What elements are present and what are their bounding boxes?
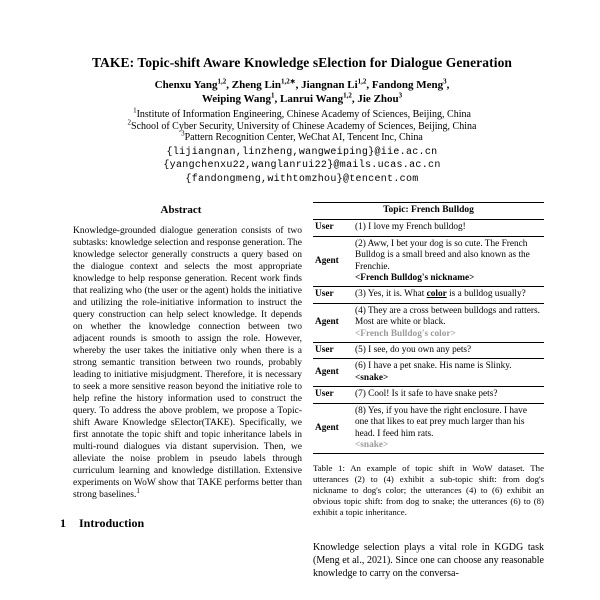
dialogue-table <box>313 202 544 454</box>
author-name: Fandong Meng <box>371 79 444 91</box>
author-superscript: 1,2 <box>217 77 227 86</box>
speaker-cell: Agent <box>313 359 353 387</box>
utterance-text: (6) I have a pet snake. His name is Slinky. <box>355 361 512 372</box>
section-heading-introduction <box>60 516 302 531</box>
intro-paragraph: Knowledge selection plays a vital role in KGDG task (Meng et al., 2021). Since one can choose any reasonable knowledge to carry on the conversa- <box>313 541 544 580</box>
table-row <box>313 287 544 303</box>
affiliation-text: School of Cyber Security, University of Chinese Academy of Sciences, Beijing, China <box>131 120 477 132</box>
speaker-cell: User <box>313 220 353 236</box>
utterance-text: (4) They are a cross between bulldogs and ratters. Most are white or black. <box>355 305 540 328</box>
author-name: Jie Zhou <box>357 92 399 105</box>
author-name: Jiangnan Li <box>301 79 358 91</box>
speaker-cell: User <box>313 287 353 303</box>
paper-title: TAKE: Topic-shift Aware Knowledge sElection for Dialogue Generation <box>91 55 513 70</box>
affiliation-superscript: 2 <box>127 118 132 127</box>
author-separator: , <box>446 79 450 91</box>
utterance-text: (1) I love my French bulldog! <box>355 222 466 233</box>
utterance-text: (2) Aww, I bet your dog is so cute. The French Bulldog is a small breed and also known as the Frenchie. <box>355 238 530 272</box>
knowledge-label: <French Bulldog's nickname> <box>355 273 475 284</box>
author-name: Lanrui Wang <box>280 92 344 105</box>
affiliation-block <box>60 106 544 144</box>
abstract-body: Knowledge-grounded dialogue generation consists of two subtasks: knowledge selection and response generation. The knowledge selector generally constructs a query based on the dialogue context and selects the most appropriate knowledge to help response generation. Recent work finds that realizing who (the user or the agent) holds the initiative and utilizing the role-initiative information to instruct the query construction can help select knowledge. It depends on whether the knowledge connection between two adjacent rounds is smooth to assign the role. However, whereby the user takes the initiative only when there is a strong semantic transition between two rounds, probably leading to initiative misjudgment. Therefore, it is necessary to seek a more sensitive reason beyond the initiative role to help refine the history information used to construct the query. To address the above problem, we propose a Topic-shift Aware Knowledge sElector(TAKE). Specifically, we first annotate the topic shift and topic inheritance labels in multi-round dialogues via distant supervision. Then, we alleviate the noise problem in pseudo labels through curriculum learning and knowledge distillation. Extensive experiments on WoW show that TAKE performs better than strong baselines. <box>73 226 302 500</box>
affiliation-superscript: 1 <box>133 106 137 115</box>
email-block <box>60 146 544 187</box>
abstract-heading: Abstract <box>160 204 202 216</box>
right-column <box>313 202 544 580</box>
utterance-cell <box>353 236 544 287</box>
author-superscript: 1,2 <box>357 77 367 86</box>
utterance-cell <box>353 387 544 403</box>
affiliation-line <box>60 129 544 144</box>
author-superscript: 3 <box>443 77 447 86</box>
table-row <box>313 359 544 387</box>
utterance-cell <box>353 220 544 236</box>
author-separator: , <box>351 92 358 105</box>
knowledge-label: <snake> <box>355 439 389 450</box>
highlighted-word: color <box>426 289 447 300</box>
table-row <box>313 220 544 236</box>
affiliation-text: Institute of Information Engineering, Chinese Academy of Sciences, Beijing, China <box>136 109 471 120</box>
speaker-cell: User <box>313 343 353 359</box>
email-line: {fandongmeng,withtomzhou}@tencent.com <box>185 173 419 185</box>
utterance-text: (8) Yes, if you have the right enclosure. I have one that likes to eat prey much larger than his head. I feed him rats. <box>355 405 527 439</box>
author-separator: , <box>274 92 281 105</box>
section-title: Introduction <box>79 516 145 530</box>
author-superscript: 1 <box>271 90 275 99</box>
two-column-body <box>60 202 544 580</box>
author-superscript: 1,2∗ <box>280 77 296 86</box>
author-superscript: 3 <box>398 90 403 99</box>
author-name: Zheng Lin <box>231 79 281 91</box>
author-block <box>60 79 544 106</box>
author-separator: , <box>226 79 232 91</box>
footnote-marker: 1 <box>136 486 140 495</box>
utterance-cell <box>353 359 544 387</box>
author-superscript: 1,2 <box>343 90 352 99</box>
table-row <box>313 403 544 454</box>
section-number: 1 <box>60 516 66 530</box>
email-line: {yangchenxu22,wanglanrui22}@mails.ucas.ac.cn <box>163 160 441 171</box>
author-line-1 <box>60 79 544 93</box>
table-row <box>313 236 544 287</box>
utterance-cell <box>353 403 544 454</box>
knowledge-label: <snake> <box>355 372 389 383</box>
table-row <box>313 203 544 220</box>
email-line: {lijiangnan,linzheng,wangweiping}@iie.ac.cn <box>166 146 438 158</box>
knowledge-label: <French Bulldog's color> <box>355 328 456 339</box>
author-separator: , <box>295 79 302 91</box>
author-name: Weiping Wang <box>201 92 272 105</box>
speaker-cell: Agent <box>315 422 339 433</box>
table-topic-header: Topic: French Bulldog <box>313 203 544 220</box>
speaker-cell: Agent <box>313 303 353 342</box>
affiliation-line <box>60 118 544 133</box>
utterance-cell <box>353 287 544 303</box>
utterance-text: (5) I see, do you own any pets? <box>355 345 472 356</box>
affiliation-line <box>60 106 544 121</box>
utterance-text: (7) Cool! Is it safe to have snake pets? <box>355 389 498 400</box>
utterance-cell <box>353 343 544 359</box>
author-separator: , <box>366 79 372 91</box>
utterance-cell <box>353 303 544 342</box>
left-column <box>60 202 302 531</box>
author-line-2 <box>60 90 544 107</box>
utterance-text: is a bulldog usually? <box>446 289 526 300</box>
speaker-cell: User <box>313 387 353 403</box>
speaker-cell: Agent <box>313 236 353 287</box>
utterance-text: (3) Yes, it is. What <box>355 289 427 300</box>
author-name: Chenxu Yang <box>154 79 218 91</box>
table-row <box>313 303 544 342</box>
affiliation-text: Pattern Recognition Center, WeChat AI, Tencent Inc, China <box>184 132 423 143</box>
table-row <box>313 387 544 403</box>
affiliation-superscript: 3 <box>181 129 185 138</box>
table-row <box>313 343 544 359</box>
table-caption: Table 1: An example of topic shift in WoW dataset. The utterances (2) to (4) exhibit a sub-topic shift: from dog's nickname to dog's color; the utterances (4) to (6) exhibit an obvious topic shift: from dog to snake; the utterances (6) to (8) exhibit a topic inheritance. <box>313 463 544 517</box>
abstract-text <box>73 225 302 501</box>
